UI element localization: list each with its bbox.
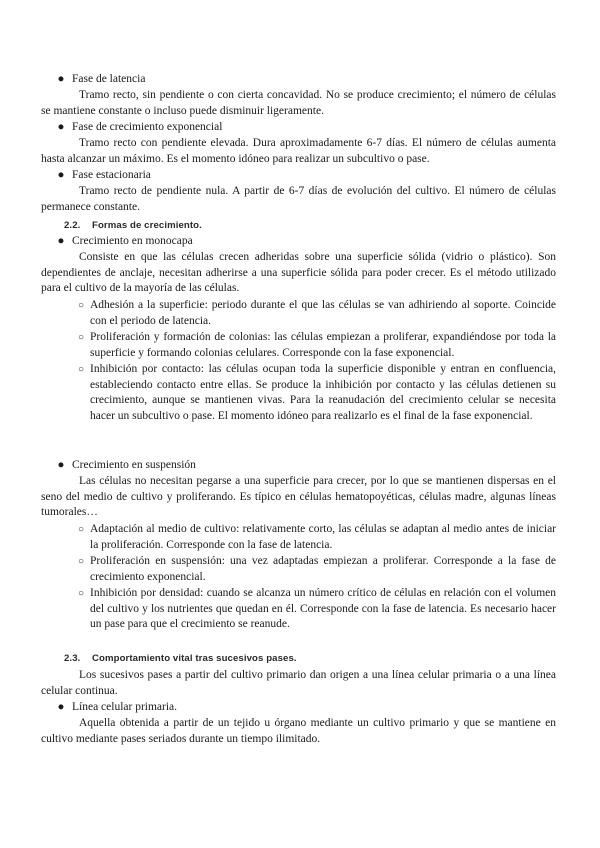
bullet-icon: ● <box>57 73 65 85</box>
subsection-title: Crecimiento en monocapa <box>72 235 193 247</box>
section-number: 2.2. <box>64 220 81 231</box>
section-heading <box>64 218 202 234</box>
subbullet-icon: ○ <box>78 364 85 375</box>
subbullet-icon: ○ <box>78 332 85 343</box>
subbullet-icon: ○ <box>78 556 85 567</box>
phase-description: Tramo recto con pendiente elevada. Dura aproximadamente 6-7 días. El número de células aumenta hasta alcanzar un máximo. Es el momento idóneo para realizar un subcultivo o pase. <box>41 137 556 165</box>
section-number: 2.3. <box>64 653 81 664</box>
bullet-icon: ● <box>57 169 65 181</box>
phase-title: Fase de latencia <box>72 73 146 85</box>
phase-title: Fase estacionaria <box>72 169 151 181</box>
bullet-icon: ● <box>57 459 65 471</box>
subbullet-icon: ○ <box>78 588 85 599</box>
suspension-intro: Las células no necesitan pegarse a una superficie para crecer, por lo que se mantienen dispersas en el seno del medio de cultivo y proliferando. Es típico en células hematopoyéticas, células madre, algunas líneas tumorales… <box>41 475 556 519</box>
monocapa-intro: Consiste en que las células crecen adheridas sobre una superficie sólida (vidrio o plástico). Son dependientes de anclaje, necesitan adherirse a una superficie sólida para poder crecer. Es el método utilizado para el cultivo de la mayoría de las células. <box>41 251 556 295</box>
subsection-title: Línea celular primaria. <box>72 701 178 713</box>
bullet-icon: ● <box>57 121 65 133</box>
suspension-stage: Inhibición por densidad: cuando se alcanza un número crítico de células en relación con el volumen del cultivo y los nutrientes que quedan en él. Corresponde con la fase de latencia. Es necesario hacer un pase para que el crecimiento se reanude. <box>90 587 556 631</box>
monocapa-stage: Inhibición por contacto: las células ocupan toda la superficie disponible y entran en confluencia, estableciendo contacto entre ellas. Se produce la inhibición por contacto y las células detienen su crecimiento, aunque se mantienen vivas. Para la reanudación del crecimiento celular se necesita hacer un subcultivo o pase. El momento idóneo para realizarlo es el final de la fase exponencial. <box>90 363 556 422</box>
suspension-stage: Adaptación al medio de cultivo: relativamente corto, las células se adaptan al medio antes de iniciar la proliferación. Corresponde con la fase de latencia. <box>90 523 556 551</box>
bullet-icon: ● <box>57 235 65 247</box>
section-intro: Los sucesivos pases a partir del cultivo primario dan origen a una línea celular primaria o a una línea celular continua. <box>41 669 556 697</box>
subsection-title: Crecimiento en suspensión <box>72 459 196 471</box>
phase-description: Tramo recto, sin pendiente o con cierta concavidad. No se produce crecimiento; el número de células se mantiene constante o incluso puede disminuir ligeramente. <box>41 89 556 117</box>
primaria-description: Aquella obtenida a partir de un tejido u órgano mediante un cultivo primario y que se mantiene en cultivo mediante pases seriados durante un tiempo ilimitado. <box>41 717 556 745</box>
monocapa-stage: Proliferación y formación de colonias: las células empiezan a proliferar, expandiéndose por toda la superficie y formando colonias celulares. Corresponde con la fase exponencial. <box>90 331 556 359</box>
phase-title: Fase de crecimiento exponencial <box>72 121 223 133</box>
monocapa-stage: Adhesión a la superficie: periodo durante el que las células se van adhiriendo al soporte. Coincide con el periodo de latencia. <box>90 299 556 327</box>
subbullet-icon: ○ <box>78 300 85 311</box>
section-title: Formas de crecimiento. <box>92 220 202 231</box>
phase-description: Tramo recto de pendiente nula. A partir de 6-7 días de evolución del cultivo. El número de células permanece constante. <box>41 185 556 213</box>
suspension-stage: Proliferación en suspensión: una vez adaptadas empiezan a proliferar. Corresponde a la fase de crecimiento exponencial. <box>90 555 556 583</box>
section-heading <box>64 651 297 667</box>
bullet-icon: ● <box>57 701 65 713</box>
subbullet-icon: ○ <box>78 524 85 535</box>
section-title: Comportamiento vital tras sucesivos pases. <box>92 653 297 664</box>
